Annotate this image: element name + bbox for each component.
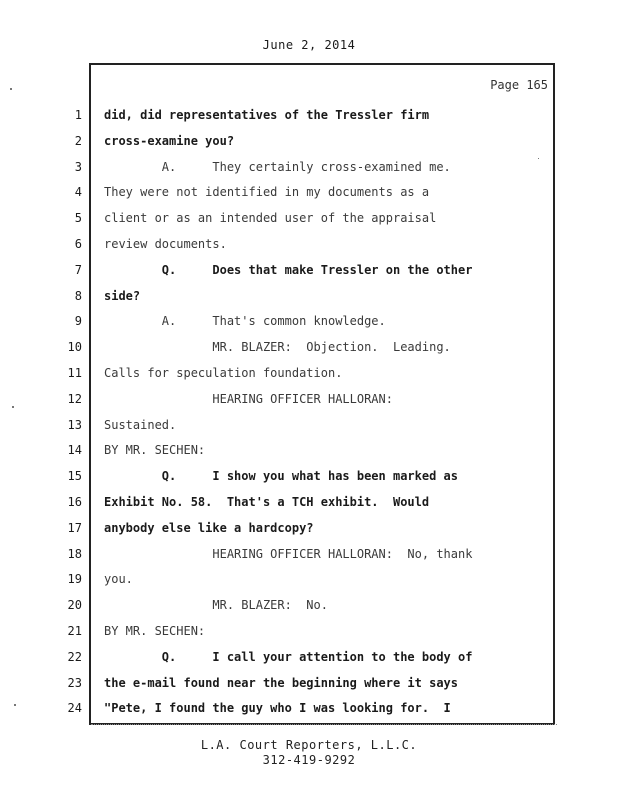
- transcript-line: review documents.: [104, 237, 227, 251]
- transcript-line: client or as an intended user of the appraisal: [104, 211, 437, 225]
- line-number: 2: [74, 134, 82, 148]
- court-reporter-name: L.A. Court Reporters, L.L.C.: [200, 738, 418, 752]
- footer: [0, 738, 618, 768]
- transcript-line: HEARING OFFICER HALLORAN:: [104, 392, 393, 406]
- transcript-line: A. That's common knowledge.: [104, 314, 386, 328]
- line-number: 9: [74, 314, 82, 328]
- transcript-line: HEARING OFFICER HALLORAN: No, thank: [104, 547, 473, 561]
- transcript-date: June 2, 2014: [262, 38, 356, 52]
- transcript-line: Q. I show you what has been marked as: [104, 469, 459, 483]
- transcript-line: MR. BLAZER: No.: [104, 598, 328, 612]
- line-number: 19: [67, 572, 82, 586]
- scan-speck: [10, 88, 12, 90]
- line-number: 11: [67, 366, 82, 380]
- transcript-line: Sustained.: [104, 418, 177, 432]
- transcript-line: Calls for speculation foundation.: [104, 366, 343, 380]
- line-number: 24: [67, 701, 82, 715]
- transcript-line: anybody else like a hardcopy?: [104, 521, 314, 535]
- transcript-line: MR. BLAZER: Objection. Leading.: [104, 340, 451, 354]
- transcript-line: BY MR. SECHEN:: [104, 443, 206, 457]
- transcript-line: "Pete, I found the guy who I was looking for. I: [104, 701, 451, 715]
- line-number: 1: [74, 108, 82, 122]
- transcript-line: Q. I call your attention to the body of: [104, 650, 473, 664]
- transcript-line: the e-mail found near the beginning where it says: [104, 676, 459, 690]
- line-number: 13: [67, 418, 82, 432]
- court-reporter-phone: 312-419-9292: [262, 753, 356, 767]
- transcript-line: A. They certainly cross-examined me.: [104, 160, 451, 174]
- line-number: 17: [67, 521, 82, 535]
- line-number: 3: [74, 160, 82, 174]
- line-number: 12: [67, 392, 82, 406]
- frame-bottom-edge: [91, 724, 557, 728]
- transcript-line: side?: [104, 289, 141, 303]
- scan-speck: [12, 406, 14, 408]
- line-number: 16: [67, 495, 82, 509]
- line-number: 6: [74, 237, 82, 251]
- line-number: 10: [67, 340, 82, 354]
- transcript-line: did, did representatives of the Tressler firm: [104, 108, 430, 122]
- line-number: 7: [74, 263, 82, 277]
- line-number: 18: [67, 547, 82, 561]
- transcript-line: cross-examine you?: [104, 134, 235, 148]
- line-number: 20: [67, 598, 82, 612]
- line-number: 22: [67, 650, 82, 664]
- scan-speck: [14, 704, 16, 706]
- line-number: 4: [74, 185, 82, 199]
- line-number: 14: [67, 443, 82, 457]
- line-number: 23: [67, 676, 82, 690]
- line-number: 21: [67, 624, 82, 638]
- transcript-line: BY MR. SECHEN:: [104, 624, 206, 638]
- line-number: 5: [74, 211, 82, 225]
- transcript-line: you.: [104, 572, 133, 586]
- transcript-line: Exhibit No. 58. That's a TCH exhibit. Would: [104, 495, 430, 509]
- line-number: 8: [74, 289, 82, 303]
- line-number: 15: [67, 469, 82, 483]
- page-number-label: Page 165: [490, 78, 548, 92]
- scan-speck: [538, 158, 539, 159]
- transcript-line: They were not identified in my documents as a: [104, 185, 430, 199]
- transcript-line: Q. Does that make Tressler on the other: [104, 263, 473, 277]
